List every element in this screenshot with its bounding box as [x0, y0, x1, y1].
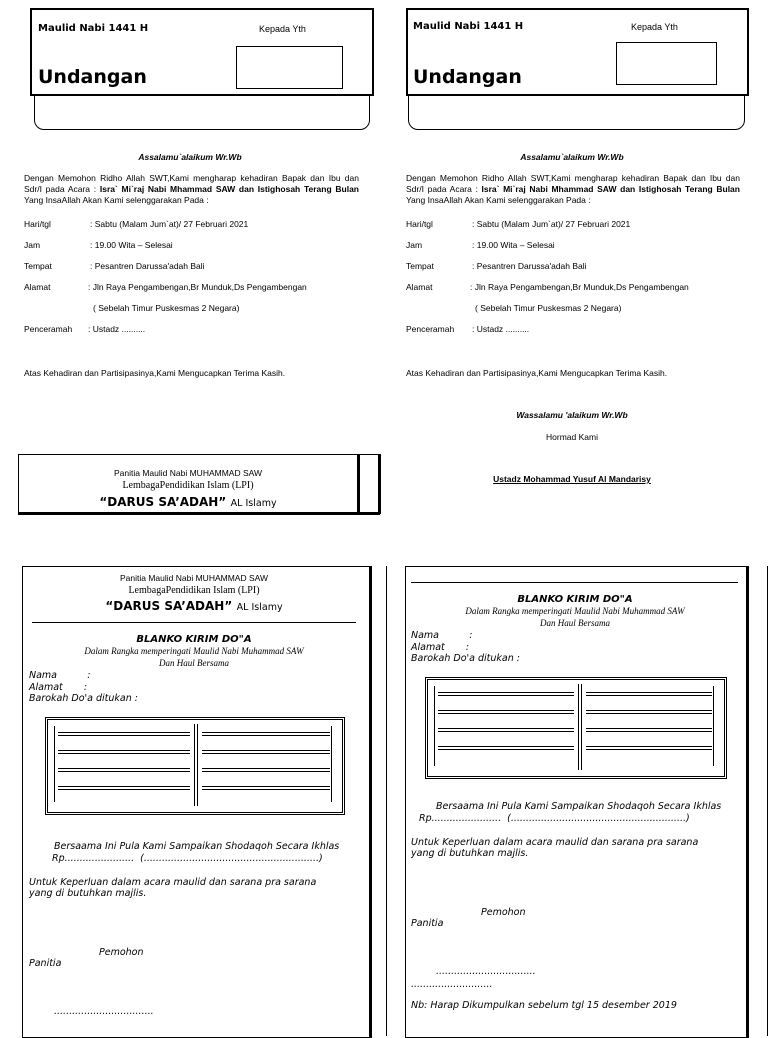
- rp-line: Rp....................... (..........................................................): [419, 813, 690, 824]
- greeting: Assalamu`alaikum Wr.Wb: [520, 152, 624, 162]
- signature-dots: .................................: [436, 966, 536, 977]
- regards: Hormad Kami: [546, 432, 598, 442]
- keperluan-text1: Untuk Keperluan dalam acara maulid dan sarana pra sarana: [411, 837, 699, 848]
- committee-line2: LembagaPendidikan Islam (LPI): [128, 585, 260, 596]
- closing: Wassalamu 'alaikum Wr.Wb: [516, 410, 628, 420]
- barokah-field: Barokah Do'a ditukan :: [29, 693, 138, 704]
- blanko-subtitle1: Dalam Rangka memperingati Maulid Nabi Muhammad SAW: [84, 646, 304, 656]
- event-line: Maulid Nabi 1441 H: [38, 23, 149, 34]
- alamat-field: Alamat :: [29, 682, 88, 693]
- to-label: Kepada Yth: [631, 22, 678, 32]
- committee-name: “DARUS SA’ADAH” AL Islamy: [105, 599, 283, 613]
- nama-field: Nama :: [411, 630, 473, 641]
- pemohon-label: Pemohon: [481, 907, 526, 918]
- blanko-title: BLANKO KIRIM DO"A: [136, 634, 252, 645]
- committee-line1: Panitia Maulid Nabi MUHAMMAD SAW: [114, 468, 262, 478]
- recipient-box: [236, 46, 343, 89]
- keperluan-text2: yang di butuhkan majlis.: [29, 888, 147, 899]
- committee-name: “DARUS SA’ADAH” AL Islamy: [99, 495, 277, 509]
- invitation-header-left: [30, 8, 375, 130]
- signature-dots: .................................: [54, 1006, 154, 1017]
- doa-grid-left: [45, 717, 345, 815]
- intro-paragraph: Dengan Memohon Ridho Allah SWT,Kami mengharap kehadiran Bapak dan Ibu dan Sdr/I pada Acara : Isra` Mi`raj Nabi Mhammad SAW dan Istighosah Terang Bulan Yang InsaAllah Akan Kami selenggarakan Pada :: [24, 173, 359, 205]
- committee-line2: LembagaPendidikan Islam (LPI): [122, 480, 254, 491]
- alamat-field: Alamat :: [411, 642, 470, 653]
- rp-line: Rp....................... (..........................................................): [52, 853, 323, 864]
- divider: [32, 622, 356, 623]
- signer-name: Ustadz Mohammad Yusuf Al Mandarisy: [493, 474, 651, 484]
- divider: [411, 582, 738, 583]
- blanko-subtitle2: Dan Haul Bersama: [159, 658, 229, 668]
- blanko-title: BLANKO KIRIM DO"A: [517, 594, 633, 605]
- invitation-title: Undangan: [38, 66, 147, 88]
- panitia-label: Panitia: [411, 918, 444, 929]
- shodaqoh-text: Bersaama Ini Pula Kami Sampaikan Shodaqoh Secara Ikhlas: [436, 801, 722, 812]
- shodaqoh-text: Bersaama Ini Pula Kami Sampaikan Shodaqoh Secara Ikhlas: [54, 841, 340, 852]
- intro-paragraph: Dengan Memohon Ridho Allah SWT,Kami mengharap kehadiran Bapak dan Ibu dan Sdr/I pada Acara : Isra` Mi`raj Nabi Mhammad SAW dan Istighosah Terang Bulan Yang InsaAllah Akan Kami selenggarakan Pada :: [406, 173, 740, 205]
- nama-field: Nama :: [29, 670, 91, 681]
- nb-note: Nb: Harap Dikumpulkan sebelum tgl 15 desember 2019: [411, 1000, 677, 1011]
- pemohon-label: Pemohon: [99, 947, 144, 958]
- keperluan-text2: yang di butuhkan majlis.: [411, 848, 529, 859]
- keperluan-text1: Untuk Keperluan dalam acara maulid dan sarana pra sarana: [29, 877, 317, 888]
- blanko-subtitle1: Dalam Rangka memperingati Maulid Nabi Muhammad SAW: [465, 606, 685, 616]
- event-line: Maulid Nabi 1441 H: [413, 21, 524, 32]
- barokah-field: Barokah Do'a ditukan :: [411, 653, 520, 664]
- recipient-box: [616, 42, 717, 85]
- invitation-header-right: [406, 8, 751, 130]
- greeting: Assalamu`alaikum Wr.Wb: [138, 152, 242, 162]
- committee-box-left: [18, 454, 384, 515]
- committee-line1: Panitia Maulid Nabi MUHAMMAD SAW: [120, 573, 268, 583]
- thanks-text: Atas Kehadiran dan Partisipasinya,Kami Mengucapkan Terima Kasih.: [406, 368, 668, 378]
- panitia-label: Panitia: [29, 958, 62, 969]
- doa-grid-right: [425, 677, 727, 779]
- signature-dots-2: ...........................: [411, 979, 493, 990]
- to-label: Kepada Yth: [259, 24, 306, 34]
- invitation-title: Undangan: [413, 66, 522, 88]
- blanko-subtitle2: Dan Haul Bersama: [540, 618, 610, 628]
- thanks-text: Atas Kehadiran dan Partisipasinya,Kami Mengucapkan Terima Kasih.: [24, 368, 286, 378]
